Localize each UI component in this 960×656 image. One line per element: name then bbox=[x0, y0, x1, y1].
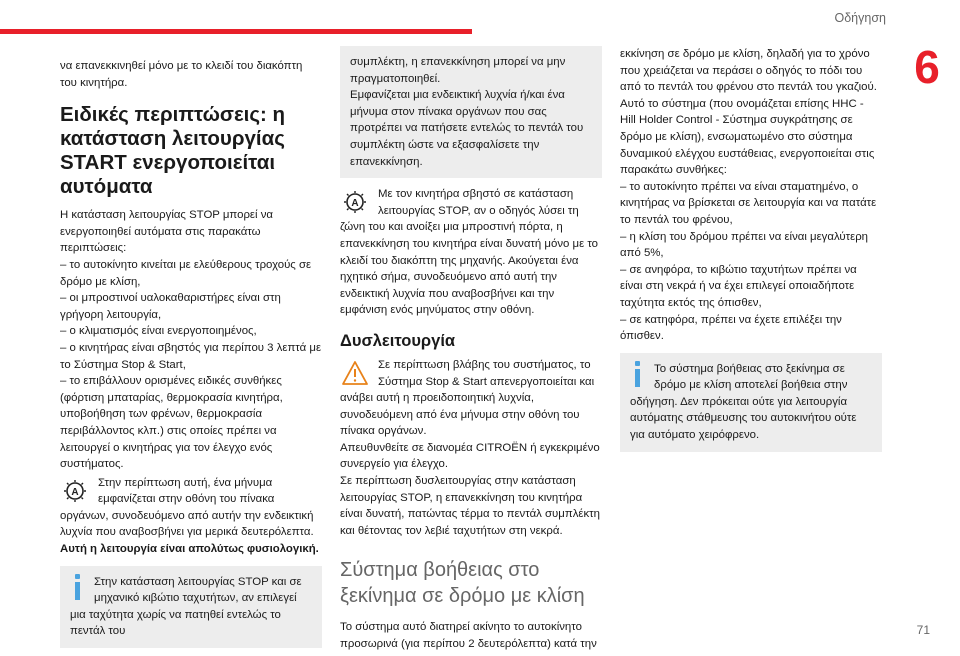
section-heading: Σύστημα βοήθειας στο ξεκίνημα σε δρόμο με κλίση bbox=[340, 559, 585, 608]
paragraph: Απευθυνθείτε σε διανομέα CITROËN ή εγκεκριμένο συνεργείο για έλεγχο. bbox=[340, 441, 600, 471]
auto-note bbox=[60, 475, 322, 558]
section-heading: Δυσλειτουργία bbox=[340, 331, 456, 350]
chapter-number: 6 bbox=[914, 41, 940, 93]
info-text: συμπλέκτη, η επανεκκίνηση μπορεί να μην πραγματοποιηθεί. bbox=[350, 56, 566, 85]
column-2 bbox=[340, 46, 602, 653]
paragraph: εκκίνηση σε δρόμο με κλίση, δηλαδή για το χρόνο που χρειάζεται να περάσει ο οδηγός το πόδι του από το πεντάλ του φρένου στο πεντάλ του γκαζιού. bbox=[620, 48, 877, 94]
paragraph: Αυτό το σύστημα (που ονομάζεται επίσης HHC - Hill Holder Control - Σύστημα συγκράτησης σε δρόμο με κλίση), ενσωματωμένο στο σύστημα δυναμικού ελέγχου ευστάθειας, ενεργοποιείται στις παρακάτω συνθήκες: bbox=[620, 97, 875, 177]
info-icon bbox=[70, 574, 86, 602]
paragraph: Στην περίπτωση αυτή, ένα μήνυμα εμφανίζεται στην οθόνη του πίνακα οργάνων, συνοδευόμενο από αυτήν την ενδεικτική λυχνία που αναβοσβήνει για μερικά δευτερόλεπτα. bbox=[60, 476, 314, 539]
info-icon bbox=[630, 361, 646, 389]
bold-note: Αυτή η λειτουργία είναι απολύτως φυσιολογική. bbox=[60, 543, 319, 556]
page-number: 71 bbox=[916, 623, 930, 637]
list-item: – ο κλιματισμός είναι ενεργοποιημένος, bbox=[60, 325, 257, 338]
info-box bbox=[60, 566, 322, 648]
auto-note bbox=[340, 186, 602, 319]
info-text: Στην κατάσταση λειτουργίας STOP και σε μηχανικό κιβώτιο ταχυτήτων, αν επιλεγεί μια ταχύτητα χωρίς να πατηθεί εντελώς το πεντάλ του bbox=[70, 575, 302, 638]
fault-note bbox=[340, 357, 602, 540]
paragraph: Η κατάσταση λειτουργίας STOP μπορεί να ενεργοποιηθεί αυτόματα στις παρακάτω περιπτώσεις: bbox=[60, 209, 273, 255]
section-heading: Ειδικές περιπτώσεις: η κατάσταση λειτουργίας START ενεργοποιείται αυτόματα bbox=[60, 103, 286, 199]
list-item: – το επιβάλλουν ορισμένες ειδικές συνθήκες (φόρτιση μπαταρίας, θερμοκρασία κινητήρα, υποβοήθηση των φρένων, θερμοκρασία περιβάλλοντος κλπ.) στις οποίες πρέπει να λειτουργεί ο κινητήρας για τον έλεγχο ενός συστήματος. bbox=[60, 375, 283, 471]
list-item: – σε ανηφόρα, το κιβώτιο ταχυτήτων πρέπει να είναι στη νεκρά ή να έχει επιλεγεί οποιαδήποτε ταχύτητα εκτός της όπισθεν, bbox=[620, 263, 857, 309]
stop-start-auto-icon bbox=[60, 477, 90, 505]
info-text: Εμφανίζεται μια ενδεικτική λυχνία ή/και ένα μήνυμα στον πίνακα οργάνων που σας προτρέπει να πατήσετε εντελώς το πεντάλ του συμπλέκτη ώστε να εξασφαλίσετε την επανεκκίνηση. bbox=[350, 89, 584, 168]
paragraph: Το σύστημα αυτό διατηρεί ακίνητο το αυτοκίνητο προσωρινά (για περίπου 2 δευτερόλεπτα) κατά την bbox=[340, 621, 597, 651]
svg-text:A: A bbox=[351, 198, 359, 210]
stop-start-auto-icon bbox=[340, 188, 370, 216]
list-item: – ο κινητήρας είναι σβηστός για περίπου 3 λεπτά με το Σύστημα Stop & Start, bbox=[60, 341, 322, 371]
svg-text:A: A bbox=[71, 486, 79, 498]
paragraph: Σε περίπτωση βλάβης του συστήματος, το Σύστημα Stop & Start απενεργοποιείται και ανάβει αυτή η προειδοποιητική λυχνία, συνοδευόμενη από ένα μήνυμα στην οθόνη του πίνακα οργάνων. bbox=[340, 358, 595, 438]
info-text: Το σύστημα βοήθειας στο ξεκίνημα σε δρόμο με κλίση αποτελεί βοήθεια στην οδήγηση. Δεν πρόκειται ούτε για λειτουργία αυτόματης στάθμευσης του αυτοκινήτου ούτε για αυτόματο χειρόφρενο. bbox=[630, 362, 857, 442]
section-title: Οδήγηση bbox=[834, 11, 886, 25]
column-3 bbox=[620, 46, 882, 460]
list-item: – οι μπροστινοί υαλοκαθαριστήρες είναι στη γρήγορη λειτουργία, bbox=[60, 292, 281, 321]
list-item: – η κλίση του δρόμου πρέπει να είναι μεγαλύτερη από 5%, bbox=[620, 230, 869, 260]
column-1 bbox=[60, 58, 322, 656]
list-item: – σε κατηφόρα, πρέπει να έχετε επιλέξει την όπισθεν. bbox=[620, 313, 842, 343]
header-accent-bar bbox=[0, 29, 472, 34]
list-item: – το αυτοκίνητο πρέπει να είναι σταματημένο, ο κινητήρας να βρίσκεται σε λειτουργία και να πατάτε το πεντάλ του φρένου, bbox=[620, 180, 877, 226]
info-box bbox=[620, 353, 882, 452]
warning-triangle-icon bbox=[340, 359, 370, 387]
paragraph: Σε περίπτωση δυσλειτουργίας στην κατάσταση λειτουργίας STOP, η επανεκκίνηση του κινητήρα είναι δυνατή, πατώντας τέρμα το πεντάλ συμπλέκτη και θέτοντας τον λεβιέ ταχυτήτων στη νεκρά. bbox=[340, 475, 600, 537]
list-item: – το αυτοκίνητο κινείται με ελεύθερους τροχούς σε δρόμο με κλίση, bbox=[60, 258, 312, 288]
paragraph: Με τον κινητήρα σβηστό σε κατάσταση λειτουργίας STOP, αν ο οδηγός λύσει τη ζώνη του και ανοίξει μια μπροστινή πόρτα, η επανεκκίνηση του κινητήρα είναι δυνατή μόνο με το κλειδί του διακόπτη της μηχανής. Ακούγεται ένα ηχητικό σήμα, συνοδευόμενο από αυτή την ενδεικτική λυχνία που αναβοσβήνει και την εμφάνιση ενός μηνύματος στην οθόνη. bbox=[340, 188, 599, 317]
info-box-continued bbox=[340, 46, 602, 178]
paragraph: να επανεκκινηθεί μόνο με το κλειδί του διακόπτη του κινητήρα. bbox=[60, 60, 303, 89]
